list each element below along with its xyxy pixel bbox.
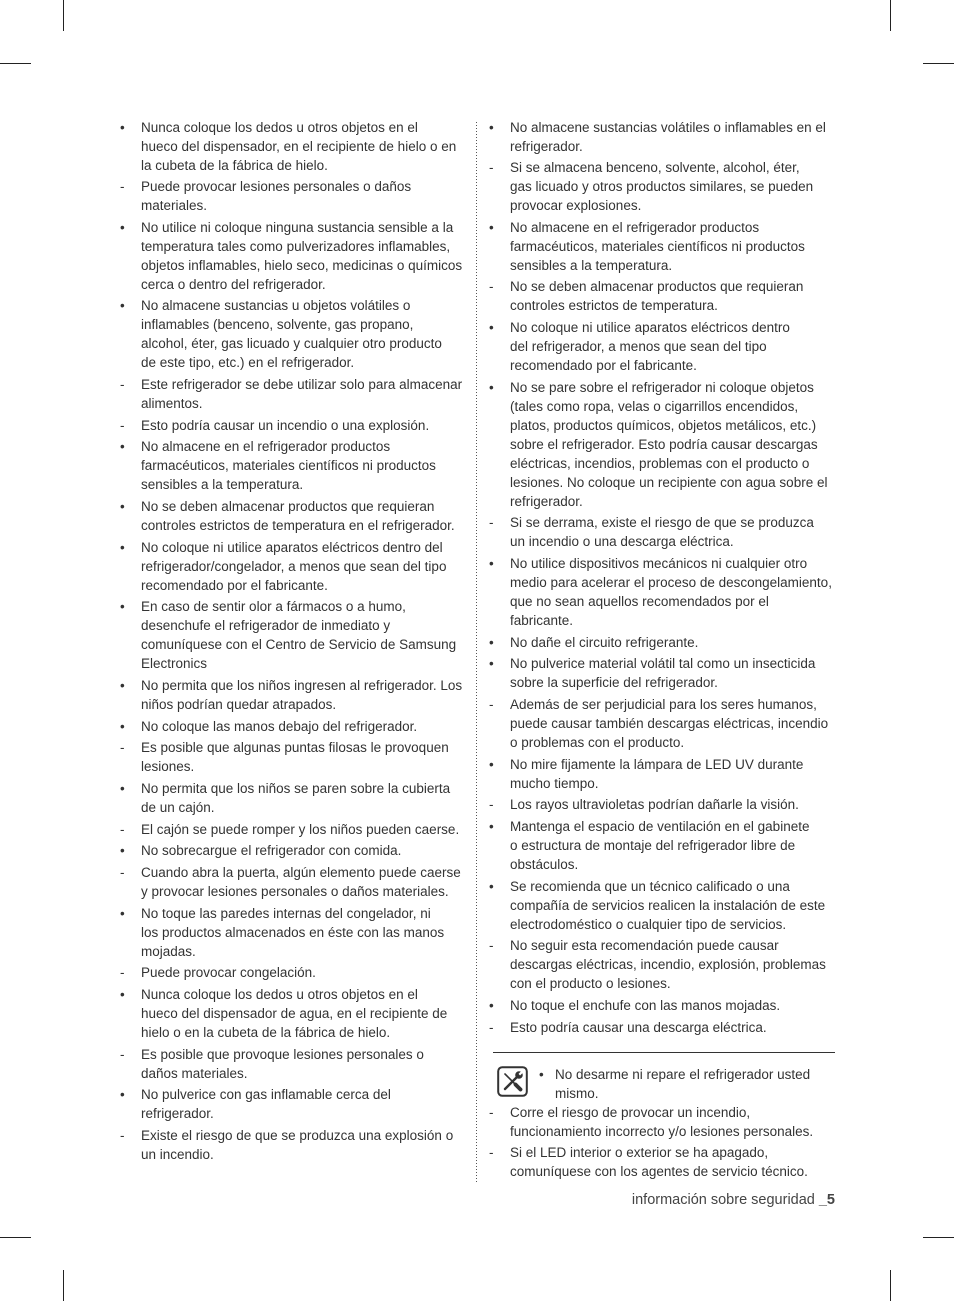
- list-marker: -: [489, 160, 494, 176]
- list-item: [120, 738, 472, 776]
- item-text: Nunca coloque los dedos u otros objetos en el hueco del dispensador de agua, en el recipiente de hielo o en la cubeta de la fábrica de hielo.: [141, 986, 448, 1040]
- list-item: [120, 717, 472, 736]
- item-text: No se pare sobre el refrigerador ni coloque objetos (tales como ropa, velas o cigarrillos encendidos, platos, productos químicos, objetos metálicos, etc.) sobre el refrigerador. Esto podría causar descargas eléctricas, incendios, problemas con el producto o lesiones. No coloque un recipiente con agua sobre el refrigerador.: [510, 379, 828, 509]
- crop-mark-top-left-horizontal: [0, 63, 31, 64]
- list-item: [489, 795, 849, 814]
- list-marker: -: [120, 417, 125, 433]
- item-text: No coloque las manos debajo del refrigerador.: [141, 718, 418, 734]
- list-item: [120, 1045, 472, 1083]
- list-item: [489, 1143, 849, 1181]
- column-separator: [476, 122, 477, 1182]
- item-text: Puede provocar congelación.: [141, 965, 316, 981]
- item-text: No se deben almacenar productos que requieran controles estrictos de temperatura en el refrigerador.: [141, 499, 455, 534]
- list-item: [120, 779, 472, 817]
- item-text: No toque el enchufe con las manos mojadas.: [510, 998, 781, 1013]
- list-item: [489, 1103, 849, 1141]
- item-text: Los rayos ultravioletas podrían dañarle la visión.: [510, 797, 799, 813]
- item-text: Esto podría causar una descarga eléctrica.: [510, 1019, 767, 1035]
- right-column-list: [489, 118, 849, 1040]
- list-marker: •: [120, 781, 125, 797]
- list-marker: •: [489, 819, 494, 835]
- list-item: [489, 318, 849, 375]
- crop-mark-top-right-horizontal: [923, 63, 954, 64]
- item-text: No mire fijamente la lámpara de LED UV durante mucho tiempo.: [510, 756, 804, 791]
- list-marker: •: [120, 718, 125, 734]
- item-text: Si el LED interior o exterior se ha apagado, comuníquese con los agentes de servicio técnico.: [510, 1145, 808, 1180]
- item-text: No almacene sustancias u objetos volátiles o inflamables (benceno, solvente, gas propano, alcohol, éter, gas licuado y cualquier otro producto de este tipo, etc.) en el refrigerador.: [141, 298, 442, 371]
- list-item: [489, 817, 849, 874]
- list-marker: -: [120, 1127, 125, 1143]
- list-marker: -: [489, 515, 494, 531]
- list-item: [489, 218, 849, 275]
- list-marker: •: [120, 843, 125, 859]
- item-text: Este refrigerador se debe utilizar solo para almacenar alimentos.: [141, 377, 463, 412]
- item-text: No dañe el circuito refrigerante.: [510, 634, 699, 650]
- crop-mark-bottom-right-horizontal: [923, 1237, 954, 1238]
- list-item: [489, 936, 849, 993]
- list-item: [120, 597, 472, 673]
- list-item: [489, 1018, 849, 1037]
- list-marker: •: [120, 219, 125, 235]
- list-item: [120, 820, 472, 839]
- list-marker: •: [539, 1066, 544, 1082]
- list-marker: •: [120, 678, 125, 694]
- list-item: [120, 863, 472, 901]
- list-item: [489, 118, 849, 156]
- list-marker: •: [489, 320, 494, 336]
- item-text: Nunca coloque los dedos u otros objetos en el hueco del dispensador, en el recipiente de hielo o en la cubeta de la fábrica de hielo.: [141, 119, 457, 173]
- list-marker: -: [120, 821, 125, 837]
- list-marker: -: [120, 377, 125, 393]
- list-item: [120, 118, 472, 175]
- list-marker: •: [489, 119, 494, 135]
- item-text: No almacene sustancias volátiles o inflamables en el refrigerador.: [510, 119, 826, 154]
- list-item: [120, 1126, 472, 1164]
- list-item: [120, 1085, 472, 1123]
- list-item: [120, 437, 472, 494]
- list-item: [489, 654, 849, 692]
- list-item: [120, 538, 472, 595]
- list-item: [489, 996, 849, 1015]
- item-text: No coloque ni utilice aparatos eléctricos dentro del refrigerador, a menos que sean del tipo recomendado por el fabricante.: [510, 320, 790, 374]
- list-item: [489, 633, 849, 652]
- list-marker: -: [489, 697, 494, 713]
- list-marker: •: [120, 539, 125, 555]
- item-text: Esto podría causar un incendio o una explosión.: [141, 417, 430, 433]
- item-text: No sobrecargue el refrigerador con comida.: [141, 843, 402, 859]
- item-text: Si se derrama, existe el riesgo de que se produzca un incendio o una descarga eléctrica.: [510, 515, 814, 550]
- list-marker: •: [120, 298, 125, 314]
- warning-divider: [493, 1052, 835, 1053]
- list-marker: •: [489, 998, 494, 1013]
- crop-mark-bottom-left-horizontal: [0, 1237, 31, 1238]
- item-text: No pulverice material volátil tal como un insecticida sobre la superficie del refrigerador.: [510, 656, 816, 691]
- item-text: Es posible que algunas puntas filosas le provoquen lesiones.: [141, 740, 449, 775]
- list-marker: •: [489, 379, 494, 395]
- item-text: Además de ser perjudicial para los seres humanos, puede causar también descargas eléctricas, incendio o problemas con el producto.: [510, 697, 829, 751]
- list-marker: -: [120, 965, 125, 981]
- list-marker: -: [120, 179, 125, 195]
- crop-mark-top-left-vertical: [63, 0, 64, 31]
- list-marker: -: [120, 865, 125, 880]
- list-marker: -: [489, 1145, 494, 1161]
- list-item: [489, 378, 849, 511]
- list-marker: •: [120, 986, 125, 1002]
- item-text: No desarme ni repare el refrigerador usted mismo.: [555, 1066, 811, 1101]
- item-text: No utilice ni coloque ninguna sustancia sensible a la temperatura tales como pulverizadores inflamables, objetos inflamables, hielo seco, medicinas o químicos cerca o dentro del refrigerador.: [141, 219, 463, 292]
- item-text: No toque las paredes internas del congelador, ni los productos almacenados en éste con las manos mojadas.: [141, 905, 445, 959]
- list-marker: •: [489, 756, 494, 772]
- list-marker: •: [120, 119, 125, 135]
- list-item: [120, 296, 472, 372]
- item-text: No permita que los niños ingresen al refrigerador. Los niños podrían quedar atrapados.: [141, 678, 463, 713]
- list-marker: •: [489, 656, 494, 672]
- list-item: [120, 218, 472, 294]
- list-marker: -: [489, 938, 494, 954]
- item-text: Puede provocar lesiones personales o daños materiales.: [141, 179, 412, 214]
- item-text: Se recomienda que un técnico calificado o una compañía de servicios realicen la instalación de este electrodoméstico o cualquier tipo de servicios.: [510, 878, 826, 932]
- list-marker: •: [489, 219, 494, 235]
- list-marker: •: [120, 1087, 125, 1103]
- list-item: [489, 277, 849, 315]
- left-column-list: [120, 118, 472, 1167]
- list-item: [120, 497, 472, 535]
- list-marker: •: [120, 499, 125, 515]
- list-item: [120, 904, 472, 961]
- crop-mark-bottom-left-vertical: [63, 1270, 64, 1301]
- item-text: No pulverice con gas inflamable cerca del refrigerador.: [141, 1087, 391, 1122]
- list-item: [489, 158, 849, 215]
- list-marker: -: [120, 740, 125, 756]
- item-text: No almacene en el refrigerador productos farmacéuticos, materiales científicos ni productos sensibles a la temperatura.: [141, 439, 436, 493]
- warning-list: [489, 1065, 849, 1184]
- item-text: No se deben almacenar productos que requieran controles estrictos de temperatura.: [510, 279, 804, 314]
- list-item: [120, 963, 472, 982]
- item-text: Existe el riesgo de que se produzca una explosión o un incendio.: [141, 1127, 454, 1162]
- list-marker: •: [120, 439, 125, 455]
- list-item: [120, 177, 472, 215]
- list-item: [489, 513, 849, 551]
- list-marker: •: [489, 634, 494, 650]
- crop-mark-bottom-right-vertical: [890, 1270, 891, 1301]
- footer-section-title: información sobre seguridad: [631, 1191, 815, 1208]
- list-item: [489, 877, 849, 934]
- item-text: En caso de sentir olor a fármacos o a humo, desenchufe el refrigerador de inmediato y comuníquese con el Centro de Servicio de Samsung Electronics: [141, 599, 457, 672]
- warning-item: [539, 1065, 849, 1103]
- page-footer: [632, 1191, 835, 1210]
- list-item: [120, 375, 472, 413]
- list-item: [120, 841, 472, 860]
- item-text: No coloque ni utilice aparatos eléctricos dentro del refrigerador/congelador, a menos que sean del tipo recomendado por el fabricante.: [141, 539, 447, 593]
- list-marker: •: [120, 905, 125, 921]
- list-item: [120, 416, 472, 435]
- list-marker: •: [120, 599, 125, 615]
- crop-mark-top-right-vertical: [890, 0, 891, 31]
- item-text: No seguir esta recomendación puede causar descargas eléctricas, incendio, explosión, problemas con el producto o lesiones.: [510, 938, 826, 992]
- list-marker: -: [489, 279, 494, 295]
- list-marker: •: [489, 556, 494, 572]
- item-text: No utilice dispositivos mecánicos ni cualquier otro medio para acelerar el proceso de descongelamiento, que no sean aquellos recomendados por el fabricante.: [510, 556, 832, 629]
- item-text: No permita que los niños se paren sobre la cubierta de un cajón.: [141, 781, 451, 816]
- list-item: [120, 985, 472, 1042]
- list-marker: -: [489, 1104, 494, 1120]
- list-marker: -: [489, 1019, 494, 1035]
- list-marker: -: [120, 1046, 125, 1062]
- item-text: Mantenga el espacio de ventilación en el gabinete o estructura de montaje del refrigerador libre de obstáculos.: [510, 819, 810, 873]
- page-number: _5: [818, 1191, 835, 1208]
- item-text: No almacene en el refrigerador productos farmacéuticos, materiales científicos ni productos sensibles a la temperatura.: [510, 219, 805, 273]
- item-text: Cuando abra la puerta, algún elemento puede caerse y provocar lesiones personales o daños materiales.: [141, 865, 461, 899]
- list-item: [489, 695, 849, 752]
- list-marker: •: [489, 878, 494, 894]
- item-text: Si se almacena benceno, solvente, alcohol, éter, gas licuado y otros productos similares, se pueden provocar explosiones.: [510, 160, 814, 214]
- item-text: Corre el riesgo de provocar un incendio, funcionamiento incorrecto y/o lesiones personales.: [510, 1104, 814, 1139]
- list-item: [120, 676, 472, 714]
- item-text: El cajón se puede romper y los niños pueden caerse.: [141, 821, 460, 837]
- list-marker: -: [489, 797, 494, 813]
- list-item: [489, 554, 849, 630]
- list-item: [489, 755, 849, 793]
- item-text: Es posible que provoque lesiones personales o daños materiales.: [141, 1046, 424, 1081]
